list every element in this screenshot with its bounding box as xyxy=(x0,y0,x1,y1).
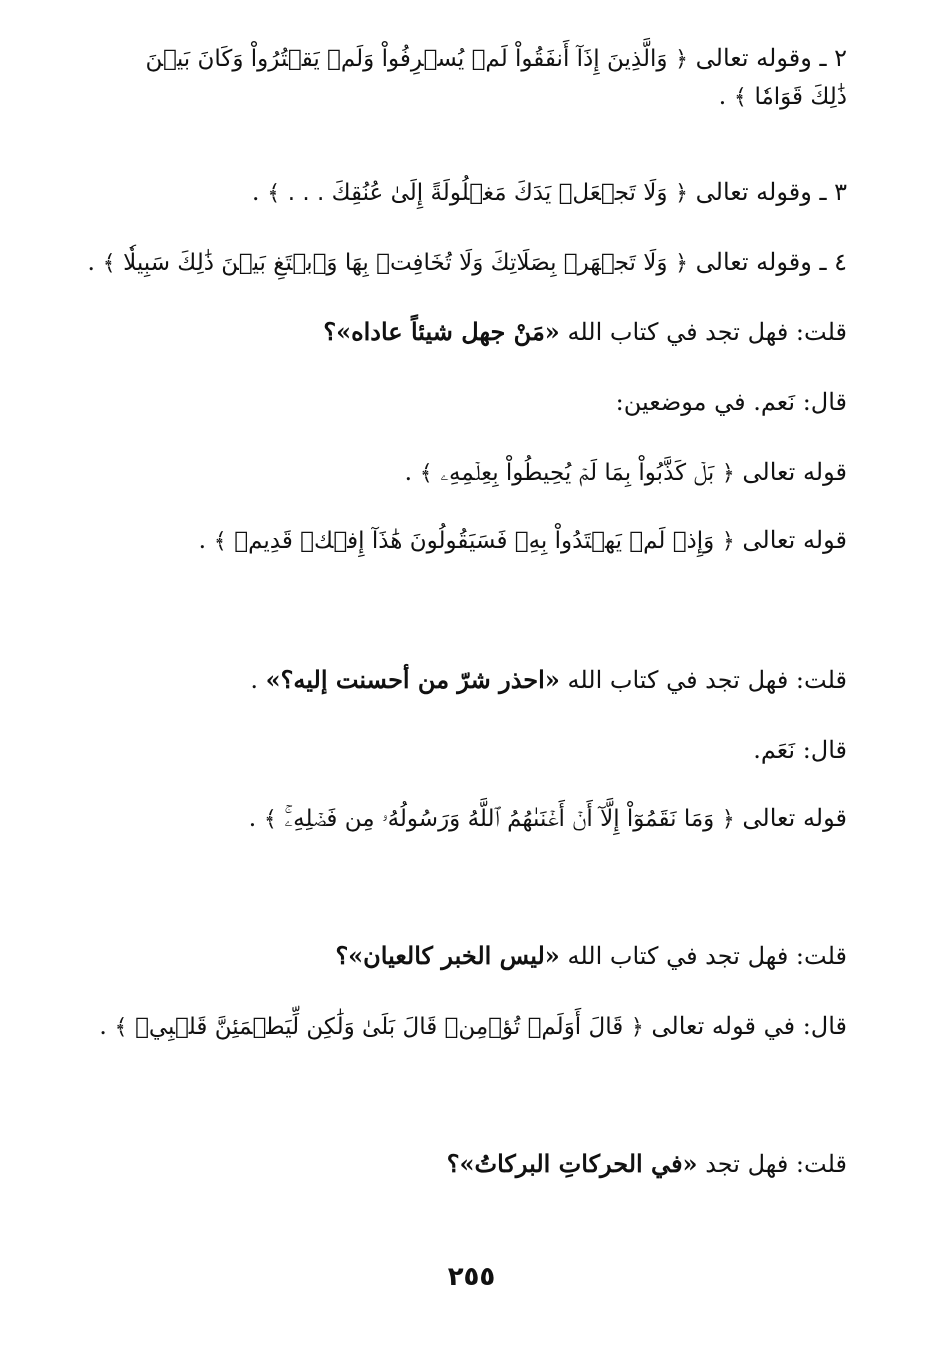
verse-item-4 xyxy=(87,244,847,282)
quran-open-bracket: ﴿ xyxy=(675,251,689,276)
answer-verse-line xyxy=(99,1008,847,1046)
page-number: ٢٥٥ xyxy=(447,1262,496,1292)
line-end-punctuation: . xyxy=(198,526,207,554)
question-line-1 xyxy=(323,314,847,350)
item-prefix: قوله تعالى xyxy=(742,526,847,554)
proverb-quote: «مَنْ جهل شيئاً عاداه»؟ xyxy=(323,317,560,346)
quran-verse: وَإِذۡ لَمۡ يَهۡتَدُواْ بِهِۦ فَسَيَقُولُونَ هَٰذَآ إِفۡكٞ قَدِيمٞ xyxy=(234,528,715,554)
quran-open-bracket: ﴿ xyxy=(675,47,689,72)
line-end-punctuation: . xyxy=(250,666,259,694)
quran-close-bracket: ﴾ xyxy=(114,1015,128,1040)
question-prefix: قلت: فهل تجد xyxy=(705,1150,847,1178)
answer-text: قال: نَعم. في موضعين: xyxy=(615,388,847,416)
line-end-punctuation: . xyxy=(248,804,257,832)
item-prefix: ٢ ـ وقوله تعالى xyxy=(695,44,847,72)
proverb-quote: «في الحركاتِ البركاتُ»؟ xyxy=(446,1149,698,1178)
question-line-2 xyxy=(250,662,847,698)
quran-open-bracket: ﴿ xyxy=(721,529,735,554)
question-line-3 xyxy=(335,938,847,974)
quran-close-bracket: ﴾ xyxy=(102,251,116,276)
line-end-punctuation: . xyxy=(87,248,95,276)
quran-open-bracket: ﴿ xyxy=(721,461,735,486)
quran-verse: وَالَّذِينَ إِذَآ أَنفَقُواْ لَمۡ يُسۡرِفُواْ وَلَمۡ يَقۡتُرُواْ وَكَانَ بَيۡنَ ذَٰلِكَ قَوَامٗا xyxy=(145,46,847,110)
line-end-punctuation: . xyxy=(718,82,727,110)
quran-close-bracket: ﴾ xyxy=(419,461,433,486)
item-prefix: قوله تعالى xyxy=(742,458,847,486)
question-prefix: قلت: فهل تجد في كتاب الله xyxy=(567,318,847,346)
verse-line-b xyxy=(198,522,847,560)
answer-text: قال: نَعَم. xyxy=(753,736,847,764)
verse-item-2 xyxy=(112,40,847,116)
line-end-punctuation: . xyxy=(99,1012,107,1040)
quran-close-bracket: ﴾ xyxy=(213,529,227,554)
quran-close-bracket: ﴾ xyxy=(733,85,747,110)
proverb-quote: «احذر شرّ من أحسنت إليه؟» xyxy=(265,665,560,694)
line-end-punctuation: . xyxy=(404,458,413,486)
quran-open-bracket: ﴿ xyxy=(721,807,735,832)
question-line-4 xyxy=(447,1146,847,1182)
answer-line-1 xyxy=(616,384,847,420)
quran-open-bracket: ﴿ xyxy=(675,181,689,206)
quran-open-bracket: ﴿ xyxy=(630,1015,644,1040)
question-prefix: قلت: فهل تجد في كتاب الله xyxy=(567,942,847,970)
verse-line-c xyxy=(249,800,847,838)
item-prefix: ٤ ـ وقوله تعالى xyxy=(695,248,847,276)
verse-item-3 xyxy=(252,174,847,212)
verse-line-a xyxy=(404,454,847,492)
answer-line-2 xyxy=(753,732,847,768)
quran-close-bracket: ﴾ xyxy=(263,807,277,832)
quran-verse: وَلَا تَجۡهَرۡ بِصَلَاتِكَ وَلَا تُخَافِتۡ بِهَا وَٱبۡتَغِ بَيۡنَ ذَٰلِكَ سَبِيلٗا xyxy=(123,250,668,276)
quran-verse: بَلۡ كَذَّبُواْ بِمَا لَمۡ يُحِيطُواْ بِعِلۡمِهِۦ xyxy=(440,460,715,486)
line-end-punctuation: . xyxy=(251,178,260,206)
quran-verse: قَالَ أَوَلَمۡ تُؤۡمِنۖ قَالَ بَلَىٰ وَلَٰكِن لِّيَطۡمَئِنَّ قَلۡبِيۖ xyxy=(135,1014,624,1040)
quran-verse: وَمَا نَقَمُوٓاْ إِلَّآ أَنۡ أَغۡنَىٰهُمُ ٱللَّهُ وَرَسُولُهُۥ مِن فَضۡلِهِۦۚ xyxy=(284,806,715,832)
item-prefix: ٣ ـ وقوله تعالى xyxy=(695,178,847,206)
item-prefix: قوله تعالى xyxy=(742,804,847,832)
proverb-quote: «ليس الخبر كالعيان»؟ xyxy=(335,941,560,970)
question-prefix: قلت: فهل تجد في كتاب الله xyxy=(567,666,847,694)
quran-verse: وَلَا تَجۡعَلۡ يَدَكَ مَغۡلُولَةً إِلَىٰ عُنُقِكَ . . . xyxy=(287,180,668,206)
quran-close-bracket: ﴾ xyxy=(267,181,281,206)
item-prefix: قال: في قوله تعالى xyxy=(651,1012,847,1040)
